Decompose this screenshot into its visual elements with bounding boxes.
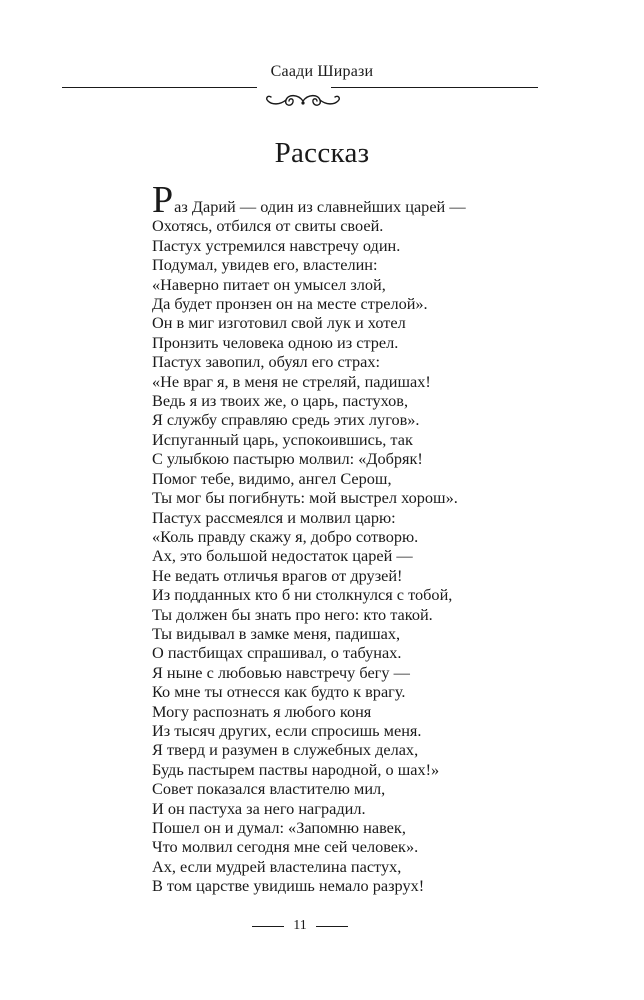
poem-line: Из подданных кто б ни столкнулся с тобой, xyxy=(152,585,453,605)
poem-line: Могу распознать я любого коня xyxy=(152,701,372,721)
poem-line: Охотясь, отбился от свиты своей. xyxy=(152,216,384,236)
page-footer xyxy=(0,916,644,936)
poem-line: Из тысяч других, если спросишь меня. xyxy=(152,720,422,740)
running-title: Саади Ширази xyxy=(270,63,374,80)
poem-line: «Коль правду скажу я, добро сотворю. xyxy=(152,526,419,546)
poem-line: Ведь я из твоих же, о царь, пастухов, xyxy=(152,391,409,411)
poem-line: Ко мне ты отнесся как будто к врагу. xyxy=(152,682,406,702)
running-header xyxy=(0,62,644,82)
poem-line: И он пастуха за него наградил. xyxy=(152,798,366,818)
poem-line: Испуганный царь, успокоившись, так xyxy=(152,429,413,449)
poem-line: Ты мог бы погибнуть: мой выстрел хорош». xyxy=(152,488,458,508)
poem-line: Ах, это большой недостаток царей — xyxy=(152,546,413,566)
poem-line: С улыбкою пастырю молвил: «Добряк! xyxy=(152,449,423,469)
poem-line: Подумал, увидев его, властелин: xyxy=(152,255,378,275)
poem-line: В том царстве увидишь немало разрух! xyxy=(152,876,425,896)
poem-line: «Не враг я, в меня не стреляй, падишах! xyxy=(152,371,431,391)
poem-line: Пронзить человека одною из стрел. xyxy=(152,332,399,352)
header-rule-right xyxy=(331,87,538,88)
poem-line: О пастбищах спрашивал, о табунах. xyxy=(152,643,402,663)
header-rule-left xyxy=(62,87,257,88)
poem-line: Пастух устремился навстречу один. xyxy=(152,235,401,255)
poem-line: «Наверно питает он умысел злой, xyxy=(152,274,386,294)
poem-line: Помог тебе, видимо, ангел Серош, xyxy=(152,468,392,488)
page-number: 11 xyxy=(293,918,307,933)
poem-line: Пошел он и думал: «Запомню навек, xyxy=(152,818,406,837)
poem-line: Я ныне с любовью навстречу бегу — xyxy=(152,662,410,682)
footer-rule-right xyxy=(316,926,348,927)
poem-line: Пастух завопил, обуял его страх: xyxy=(152,352,381,372)
poem-line: Не ведать отличья врагов от друзей! xyxy=(152,565,403,585)
poem-line: Ты должен бы знать про него: кто такой. xyxy=(152,604,433,624)
poem-line: Он в миг изготовил свой лук и хотел xyxy=(152,313,406,333)
poem-line: Я службу справляю средь этих лугов». xyxy=(152,410,420,430)
poem-line: Ты видывал в замке меня, падишах, xyxy=(152,623,401,643)
first-line-text: аз Дарий — один из славнейших царей — xyxy=(174,197,466,216)
poem-line: Да будет пронзен он на месте стрелой». xyxy=(152,294,428,314)
poem-line: Ах, если мудрей властелина пастух, xyxy=(152,856,402,876)
flourish-ornament-icon xyxy=(262,90,344,112)
poem-line: Я тверд и разумен в служебных делах, xyxy=(152,740,419,760)
poem-line: Что молвил сегодня мне сей человек». xyxy=(152,837,419,857)
drop-cap: Р xyxy=(152,179,174,221)
poem-line: Пастух рассмеялся и молвил царю: xyxy=(152,507,396,527)
poem-line: Совет показался властителю мил, xyxy=(152,779,386,799)
poem-body xyxy=(152,179,572,896)
poem-line: Будь пастырем паствы народной, о шах!» xyxy=(152,759,440,779)
footer-rule-left xyxy=(252,926,284,927)
poem-first-line xyxy=(152,179,572,221)
chapter-title: Рассказ xyxy=(274,137,370,169)
